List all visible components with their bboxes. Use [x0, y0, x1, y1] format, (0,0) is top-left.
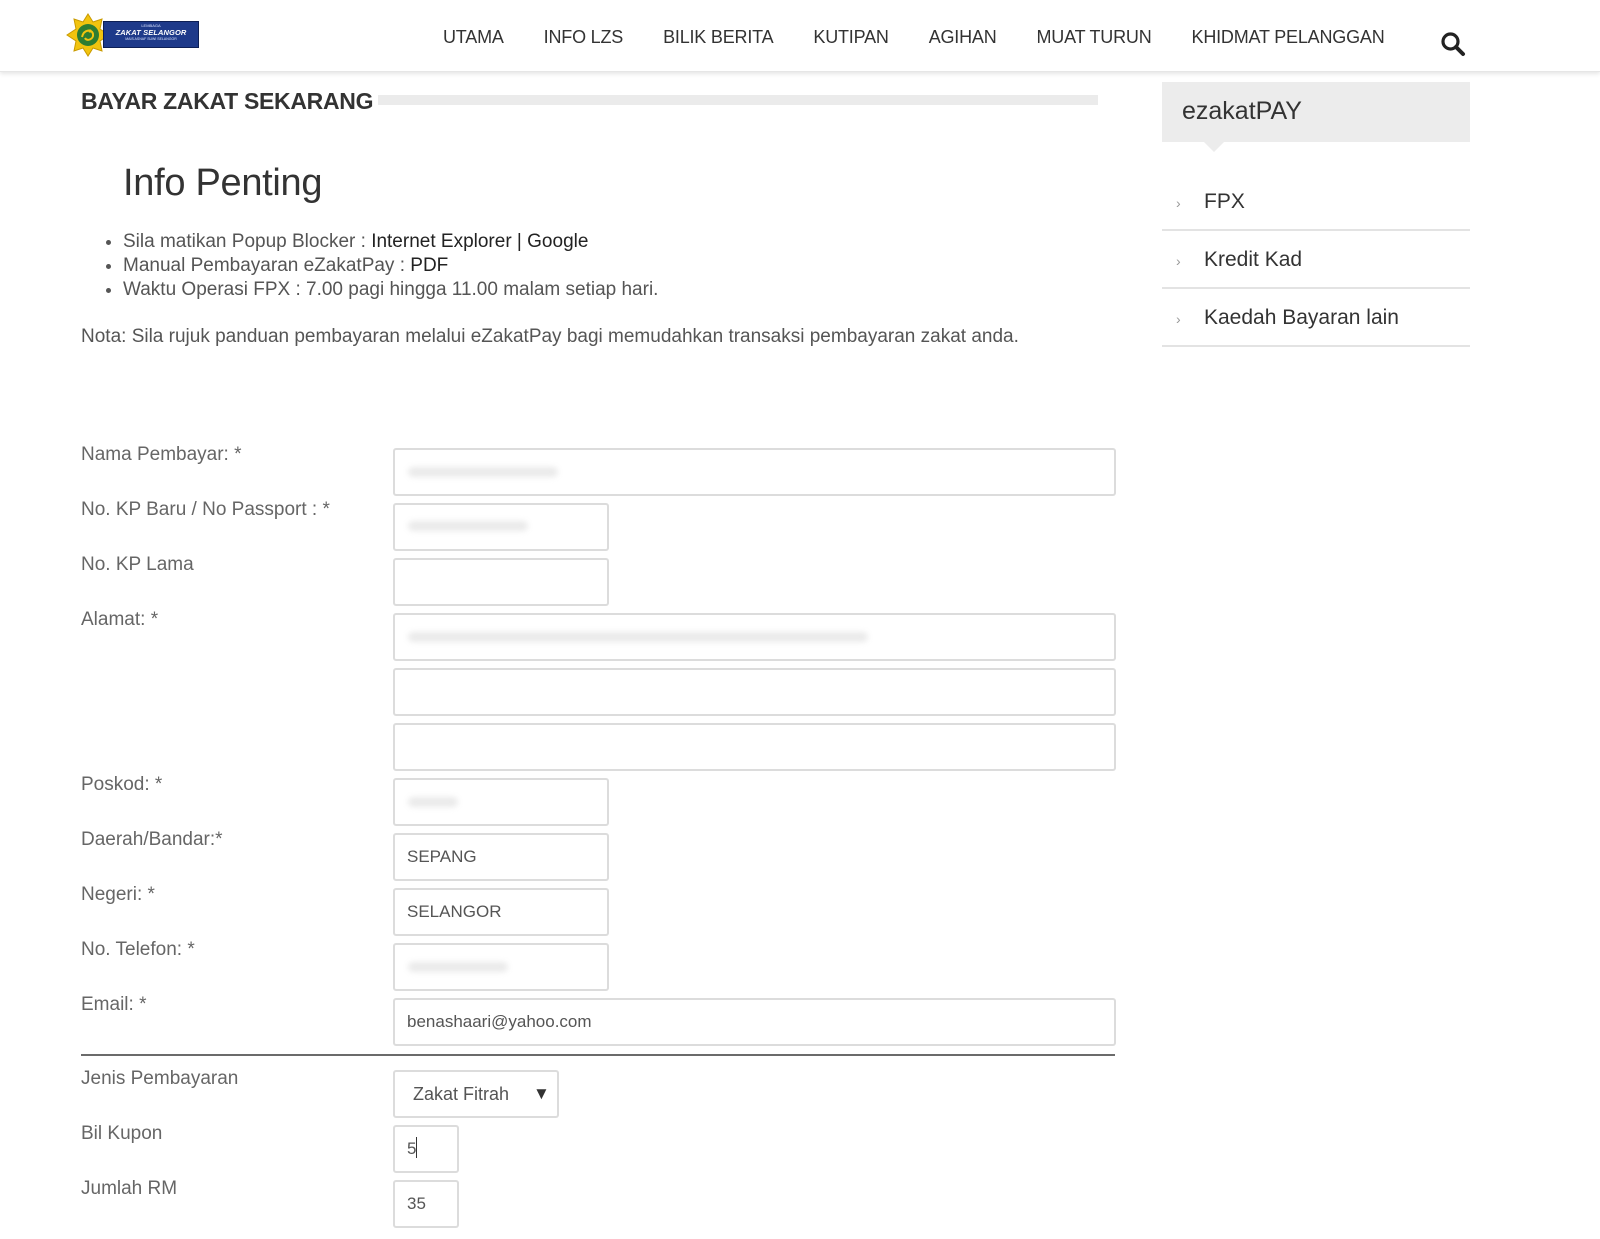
jenis-pembayaran-value: Zakat Fitrah — [413, 1084, 510, 1104]
nav-item-utama[interactable]: UTAMA — [443, 27, 504, 47]
sidebar-header — [1162, 82, 1470, 142]
form-divider — [81, 1054, 1115, 1056]
nota-text: Nota: Sila rujuk panduan pembayaran melalui eZakatPay bagi memudahkan transaksi pembayaran zakat anda. — [81, 326, 1019, 347]
label-kp-lama: No. KP Lama — [81, 554, 194, 575]
redacted-text — [408, 521, 528, 531]
sidebar-item-label: Kaedah Bayaran lain — [1204, 306, 1399, 329]
link-separator: | — [511, 231, 528, 252]
page-title: BAYAR ZAKAT SEKARANG — [81, 88, 374, 114]
sidebar-item-label: FPX — [1204, 190, 1245, 213]
daerah-input[interactable] — [393, 833, 609, 881]
label-jenis: Jenis Pembayaran — [81, 1068, 239, 1089]
sidebar-item-fpx[interactable] — [1162, 175, 1470, 231]
redacted-text — [408, 962, 508, 972]
info-heading: Info Penting — [123, 162, 323, 204]
redacted-text — [408, 467, 558, 477]
label-poskod: Poskod: * — [81, 774, 163, 795]
info-item-hours: • Waktu Operasi FPX : 7.00 pagi hingga 11.00 malam setiap hari. — [123, 278, 658, 302]
label-daerah: Daerah/Bandar:* — [81, 829, 223, 850]
logo-wordmark — [103, 21, 199, 48]
email-input[interactable] — [393, 998, 1116, 1046]
info-list — [104, 230, 658, 302]
label-negeri: Negeri: * — [81, 884, 155, 905]
search-icon[interactable] — [1440, 31, 1466, 57]
label-bil-kupon: Bil Kupon — [81, 1123, 163, 1144]
label-alamat: Alamat: * — [81, 609, 159, 630]
kp-lama-input[interactable] — [393, 558, 609, 606]
nav-item-agihan[interactable]: AGIHAN — [928, 27, 997, 47]
logo-small-text: LEMBAGA — [141, 23, 161, 28]
alamat-line-2-input[interactable] — [393, 668, 1116, 716]
popup-text: Sila matikan Popup Blocker : — [123, 231, 372, 252]
google-link[interactable]: Google — [527, 231, 589, 252]
redacted-text — [408, 797, 458, 807]
dropdown-arrow-icon: ▼ — [533, 1084, 550, 1103]
logo-tagline: MAIS ASNAF SUWI SELANGOR — [125, 37, 177, 41]
chevron-right-icon: › — [1176, 253, 1181, 269]
sidebar-item-kaedah-bayaran-lain[interactable] — [1162, 291, 1470, 347]
alamat-line-3-input[interactable] — [393, 723, 1116, 771]
label-email: Email: * — [81, 994, 147, 1015]
bil-kupon-input[interactable] — [393, 1125, 459, 1173]
info-item-popup — [123, 230, 658, 254]
main-nav — [423, 26, 1405, 48]
pdf-link[interactable]: PDF — [410, 255, 449, 276]
nav-item-muat-turun[interactable]: MUAT TURUN — [1036, 27, 1152, 47]
nav-item-kutipan[interactable]: KUTIPAN — [813, 27, 889, 47]
negeri-input[interactable] — [393, 888, 609, 936]
label-telefon: No. Telefon: * — [81, 939, 195, 960]
manual-text: Manual Pembayaran eZakatPay : — [123, 255, 411, 276]
redacted-text — [408, 632, 868, 642]
sidebar-item-label: Kredit Kad — [1204, 248, 1303, 271]
label-jumlah: Jumlah RM — [81, 1178, 178, 1199]
title-divider — [378, 95, 1098, 105]
internet-explorer-link[interactable]: Internet Explorer — [371, 231, 512, 252]
sidebar-title: ezakatPAY — [1182, 97, 1302, 125]
chevron-right-icon: › — [1176, 195, 1181, 211]
logo-main-text: ZAKAT SELANGOR — [115, 28, 187, 37]
label-kp-baru: No. KP Baru / No Passport : * — [81, 499, 330, 520]
nav-item-info-lzs[interactable]: INFO LZS — [543, 27, 624, 47]
sidebar-item-kredit-kad[interactable] — [1162, 233, 1470, 289]
chevron-right-icon: › — [1176, 311, 1181, 327]
sidebar-pointer — [1204, 142, 1224, 152]
site-header — [0, 0, 1600, 72]
zakat-selangor-logo[interactable] — [66, 13, 199, 57]
info-item-manual — [123, 254, 658, 278]
nav-item-bilik-berita[interactable]: BILIK BERITA — [663, 27, 774, 47]
text-cursor — [416, 1137, 417, 1158]
label-nama: Nama Pembayar: * — [81, 444, 242, 465]
jenis-pembayaran-select[interactable] — [393, 1070, 559, 1118]
nav-item-khidmat-pelanggan[interactable]: KHIDMAT PELANGGAN — [1191, 27, 1385, 47]
jumlah-rm-input[interactable] — [393, 1180, 459, 1228]
